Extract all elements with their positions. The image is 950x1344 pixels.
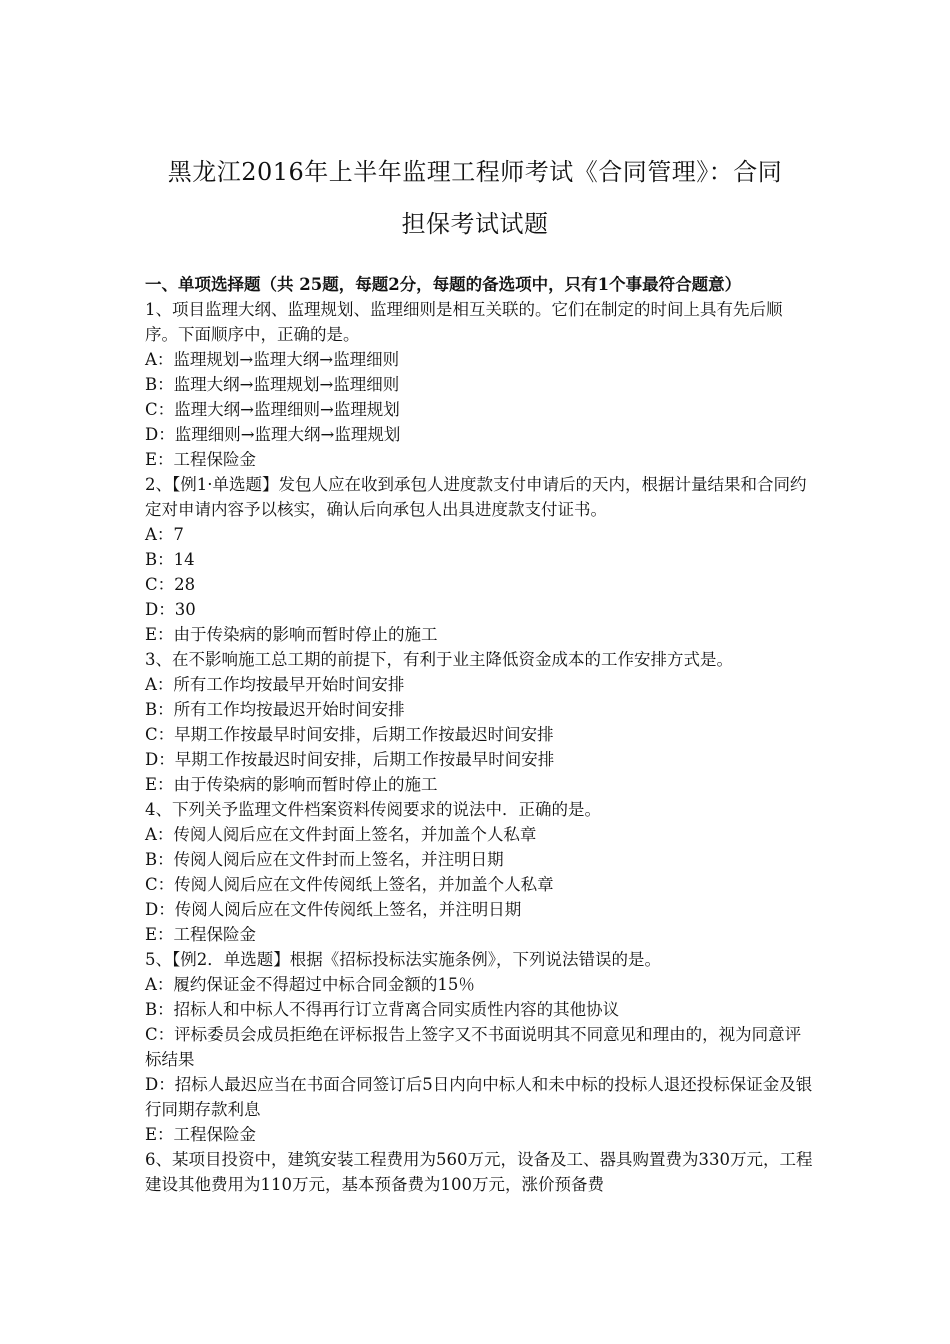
question-5: [145, 947, 815, 1147]
question-2: [145, 472, 815, 647]
question-6: [145, 1147, 815, 1197]
option-d: D：30: [145, 600, 196, 619]
question-stem: 3、在不影响施工总工期的前提下，有利于业主降低资金成本的工作安排方式是。: [145, 650, 733, 669]
option-d: D：早期工作按最迟时间安排，后期工作按最早时间安排: [145, 750, 555, 769]
option-b: B：所有工作均按最迟开始时间安排: [145, 700, 405, 719]
option-b: B：14: [145, 550, 195, 569]
title-line-1: 黑龙江2016年上半年监理工程师考试《合同管理》：合同: [167, 158, 783, 186]
document-body: [145, 272, 815, 1197]
option-e: E：由于传染病的影响而暂时停止的施工: [145, 625, 438, 644]
option-e: E：由于传染病的影响而暂时停止的施工: [145, 775, 438, 794]
option-a: A：传阅人阅后应在文件封面上签名，并加盖个人私章: [145, 825, 537, 844]
option-d: D：传阅人阅后应在文件传阅纸上签名，并注明日期: [145, 900, 522, 919]
option-a: A：7: [145, 525, 184, 544]
option-b: B：传阅人阅后应在文件封而上签名，并注明日期: [145, 850, 504, 869]
option-c: C：28: [145, 575, 196, 594]
option-d: D：监理细则→监理大纲→监理规划: [145, 425, 401, 444]
option-d: D：招标人最迟应当在书面合同签订后5日内向中标人和未中标的投标人退还投标保证金及银行同期存款利息: [145, 1075, 813, 1119]
question-stem: 2、【例1·单选题】发包人应在收到承包人进度款支付申请后的天内，根据计量结果和合同约定对申请内容予以核实，确认后向承包人出具进度款支付证书。: [145, 475, 807, 519]
option-b: B：招标人和中标人不得再行订立背离合同实质性内容的其他协议: [145, 1000, 620, 1019]
option-a: A：所有工作均按最早开始时间安排: [145, 675, 405, 694]
question-3: [145, 647, 815, 797]
option-c: C：监理大纲→监理细则→监理规划: [145, 400, 400, 419]
question-4: [145, 797, 815, 947]
option-b: B：监理大纲→监理规划→监理细则: [145, 375, 400, 394]
option-a: A：监理规划→监理大纲→监理细则: [145, 350, 400, 369]
option-e: E：工程保险金: [145, 1125, 257, 1144]
document-title: [120, 146, 830, 250]
option-c: C：评标委员会成员拒绝在评标报告上签字又不书面说明其不同意见和理由的，视为同意评标结果: [145, 1025, 802, 1069]
option-c: C：传阅人阅后应在文件传阅纸上签名，并加盖个人私章: [145, 875, 554, 894]
option-e: E：工程保险金: [145, 925, 257, 944]
question-1: [145, 297, 815, 472]
question-stem: 4、下列关予监理文件档案资料传阅要求的说法中．正确的是。: [145, 800, 601, 819]
question-stem: 6、某项目投资中，建筑安装工程费用为560万元，设备及工、器具购置费为330万元，工程建设其他费用为110万元，基本预备费为100万元，涨价预备费: [145, 1150, 813, 1194]
question-stem: 1、项目监理大纲、监理规划、监理细则是相互关联的。它们在制定的时间上具有先后顺序。下面顺序中，正确的是。: [145, 300, 783, 344]
option-e: E：工程保险金: [145, 450, 257, 469]
section-heading: 一、单项选择题（共 25题，每题2分，每题的备选项中，只有1个事最符合题意）: [145, 275, 742, 294]
question-stem: 5、【例2．单选题】根据《招标投标法实施条例》，下列说法错误的是。: [145, 950, 661, 969]
option-a: A：履约保证金不得超过中标合同金额的15％: [145, 975, 475, 994]
option-c: C：早期工作按最早时间安排，后期工作按最迟时间安排: [145, 725, 554, 744]
title-line-2: 担保考试试题: [401, 210, 549, 238]
